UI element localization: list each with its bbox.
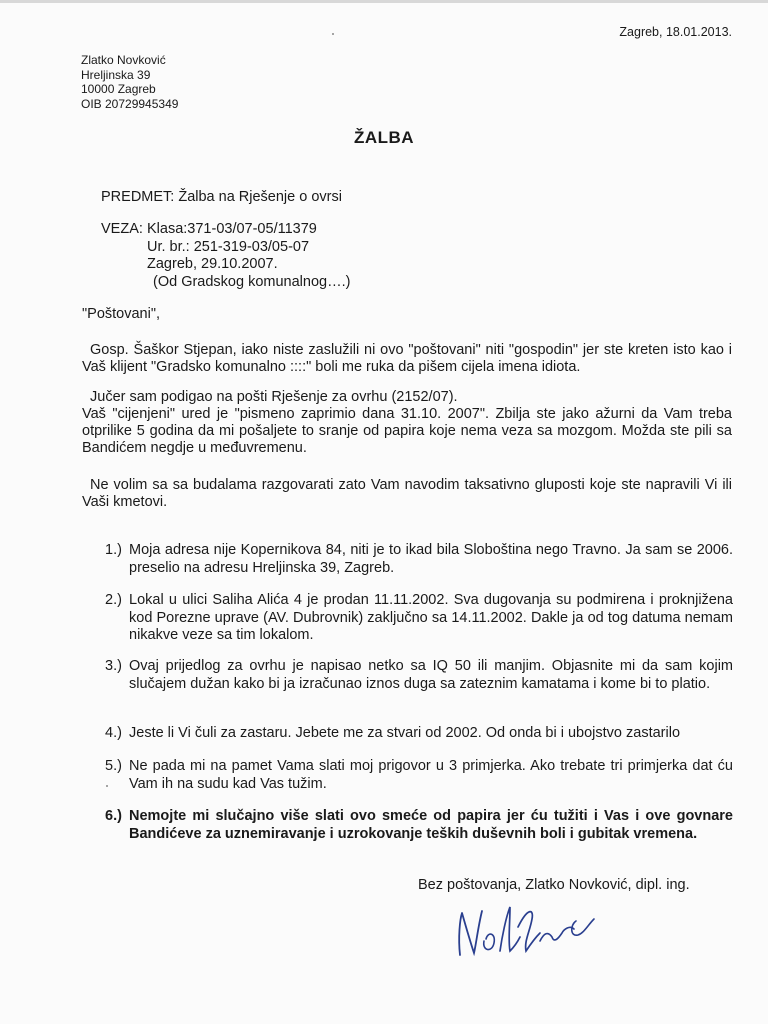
list-item-text: Moja adresa nije Kopernikova 84, niti je to ikad bila Sloboština nego Travno. Ja sam se 2006. preselio na adresu Hreljinska 39, Zagreb. (129, 542, 733, 576)
document-title: ŽALBA (353, 128, 415, 147)
list-item (105, 658, 733, 693)
paragraph-2-text: Vaš "cijenjeni" ured je "pismeno zaprimio dana 31.10. 2007". Zbilja ste jako ažurni da Vam treba otprilike 5 godina da mi pošaljete to sranje od papira koje nema veza sa mozgom. Možda ste pili sa Bandićem negdje u međuvremenu. (82, 406, 732, 456)
sender-oib: OIB 20729945349 (81, 96, 179, 111)
reference-line-2: Ur. br.: 251-319-03/05-07 (147, 238, 310, 255)
list-item-text: Lokal u ulici Saliha Alića 4 je prodan 11.11.2002. Sva dugovanja su podmirena i proknjižena kod Porezne uprave (AV. Dubrovnik) zaključno sa 14.11.2002. Dakle ja od tog datuma nemam nikakve veze sa tim lokalom. (129, 592, 733, 643)
list-item-text: Ovaj prijedlog za ovrhu je napisao netko sa IQ 50 ili manjim. Objasnite mi da sam kojim slučajem dužan kako bi ja izračunao iznos duga sa zateznim kamatama i kome bi to platio. (129, 658, 733, 692)
scan-edge (0, 0, 768, 3)
salutation: "Poštovani", (82, 306, 161, 322)
closing-line: Bez poštovanja, Zlatko Novković, dipl. ing. (418, 877, 690, 893)
subject-line: PREDMET: Žalba na Rješenje o ovrsi (101, 189, 342, 205)
paragraph-1-text: Gosp. Šaškor Stjepan, iako niste zaslužili ni ovo "poštovani" niti "gospodin" jer ste kreten isto kao i Vaš klijent "Gradsko komunalno ::::" boli me ruka da pišem cijela imena idiota. (82, 342, 732, 375)
scan-speck (332, 33, 334, 35)
list-item (105, 808, 733, 843)
list-item-number: 2.) (105, 592, 122, 608)
reference-line-1: Klasa:371-03/07-05/11379 (147, 221, 317, 237)
reference-line-4: (Od Gradskog komunalnog….) (153, 273, 351, 290)
reference-block (101, 221, 350, 291)
reference-label: VEZA: (101, 221, 143, 237)
list-item (105, 592, 733, 645)
paragraph-3-text: Ne volim sa sa budalama razgovarati zato Vam navodim taksativno gluposti koje ste napravili Vi ili Vaši kmetovi. (82, 477, 732, 510)
sender-block (81, 53, 178, 111)
paragraph-1 (82, 342, 732, 376)
sender-name: Zlatko Novković (81, 53, 166, 67)
list-item-number: 6.) (105, 808, 122, 824)
list-item-number: 3.) (105, 658, 122, 674)
reference-line-3: Zagreb, 29.10.2007. (147, 256, 278, 272)
list-item (105, 725, 733, 743)
scan-speck (106, 785, 108, 787)
sender-city: 10000 Zagreb (81, 82, 156, 96)
list-item-text: Nemojte mi slučajno više slati ovo smeće od papira jer ću tužiti i Vas i ove govnare Bandićeve za uznemiravanje i uzrokovanje teških duševnih boli i gubitak vremena. (129, 808, 733, 842)
list-item (105, 542, 733, 577)
list-item-number: 4.) (105, 725, 122, 741)
list-item (105, 758, 733, 793)
list-item-text: Jeste li Vi čuli za zastaru. Jebete me za stvari od 2002. Od onda bi i ubojstvo zastarilo (129, 725, 681, 741)
paragraph-2 (82, 389, 732, 457)
paragraph-3 (82, 477, 732, 511)
paragraph-2-line-1: Jučer sam podigao na pošti Rješenje za ovrhu (2152/07). (90, 389, 458, 405)
sender-street: Hreljinska 39 (81, 67, 151, 82)
list-item-number: 5.) (105, 758, 122, 774)
list-item-text: Ne pada mi na pamet Vama slati moj prigovor u 3 primjerka. Ako trebate tri primjerka dat ću Vam ih na sudu kad Vas tužim. (129, 758, 733, 792)
letter-date: Zagreb, 18.01.2013. (619, 25, 732, 39)
signature-icon (448, 897, 608, 967)
list-item-number: 1.) (105, 542, 122, 558)
